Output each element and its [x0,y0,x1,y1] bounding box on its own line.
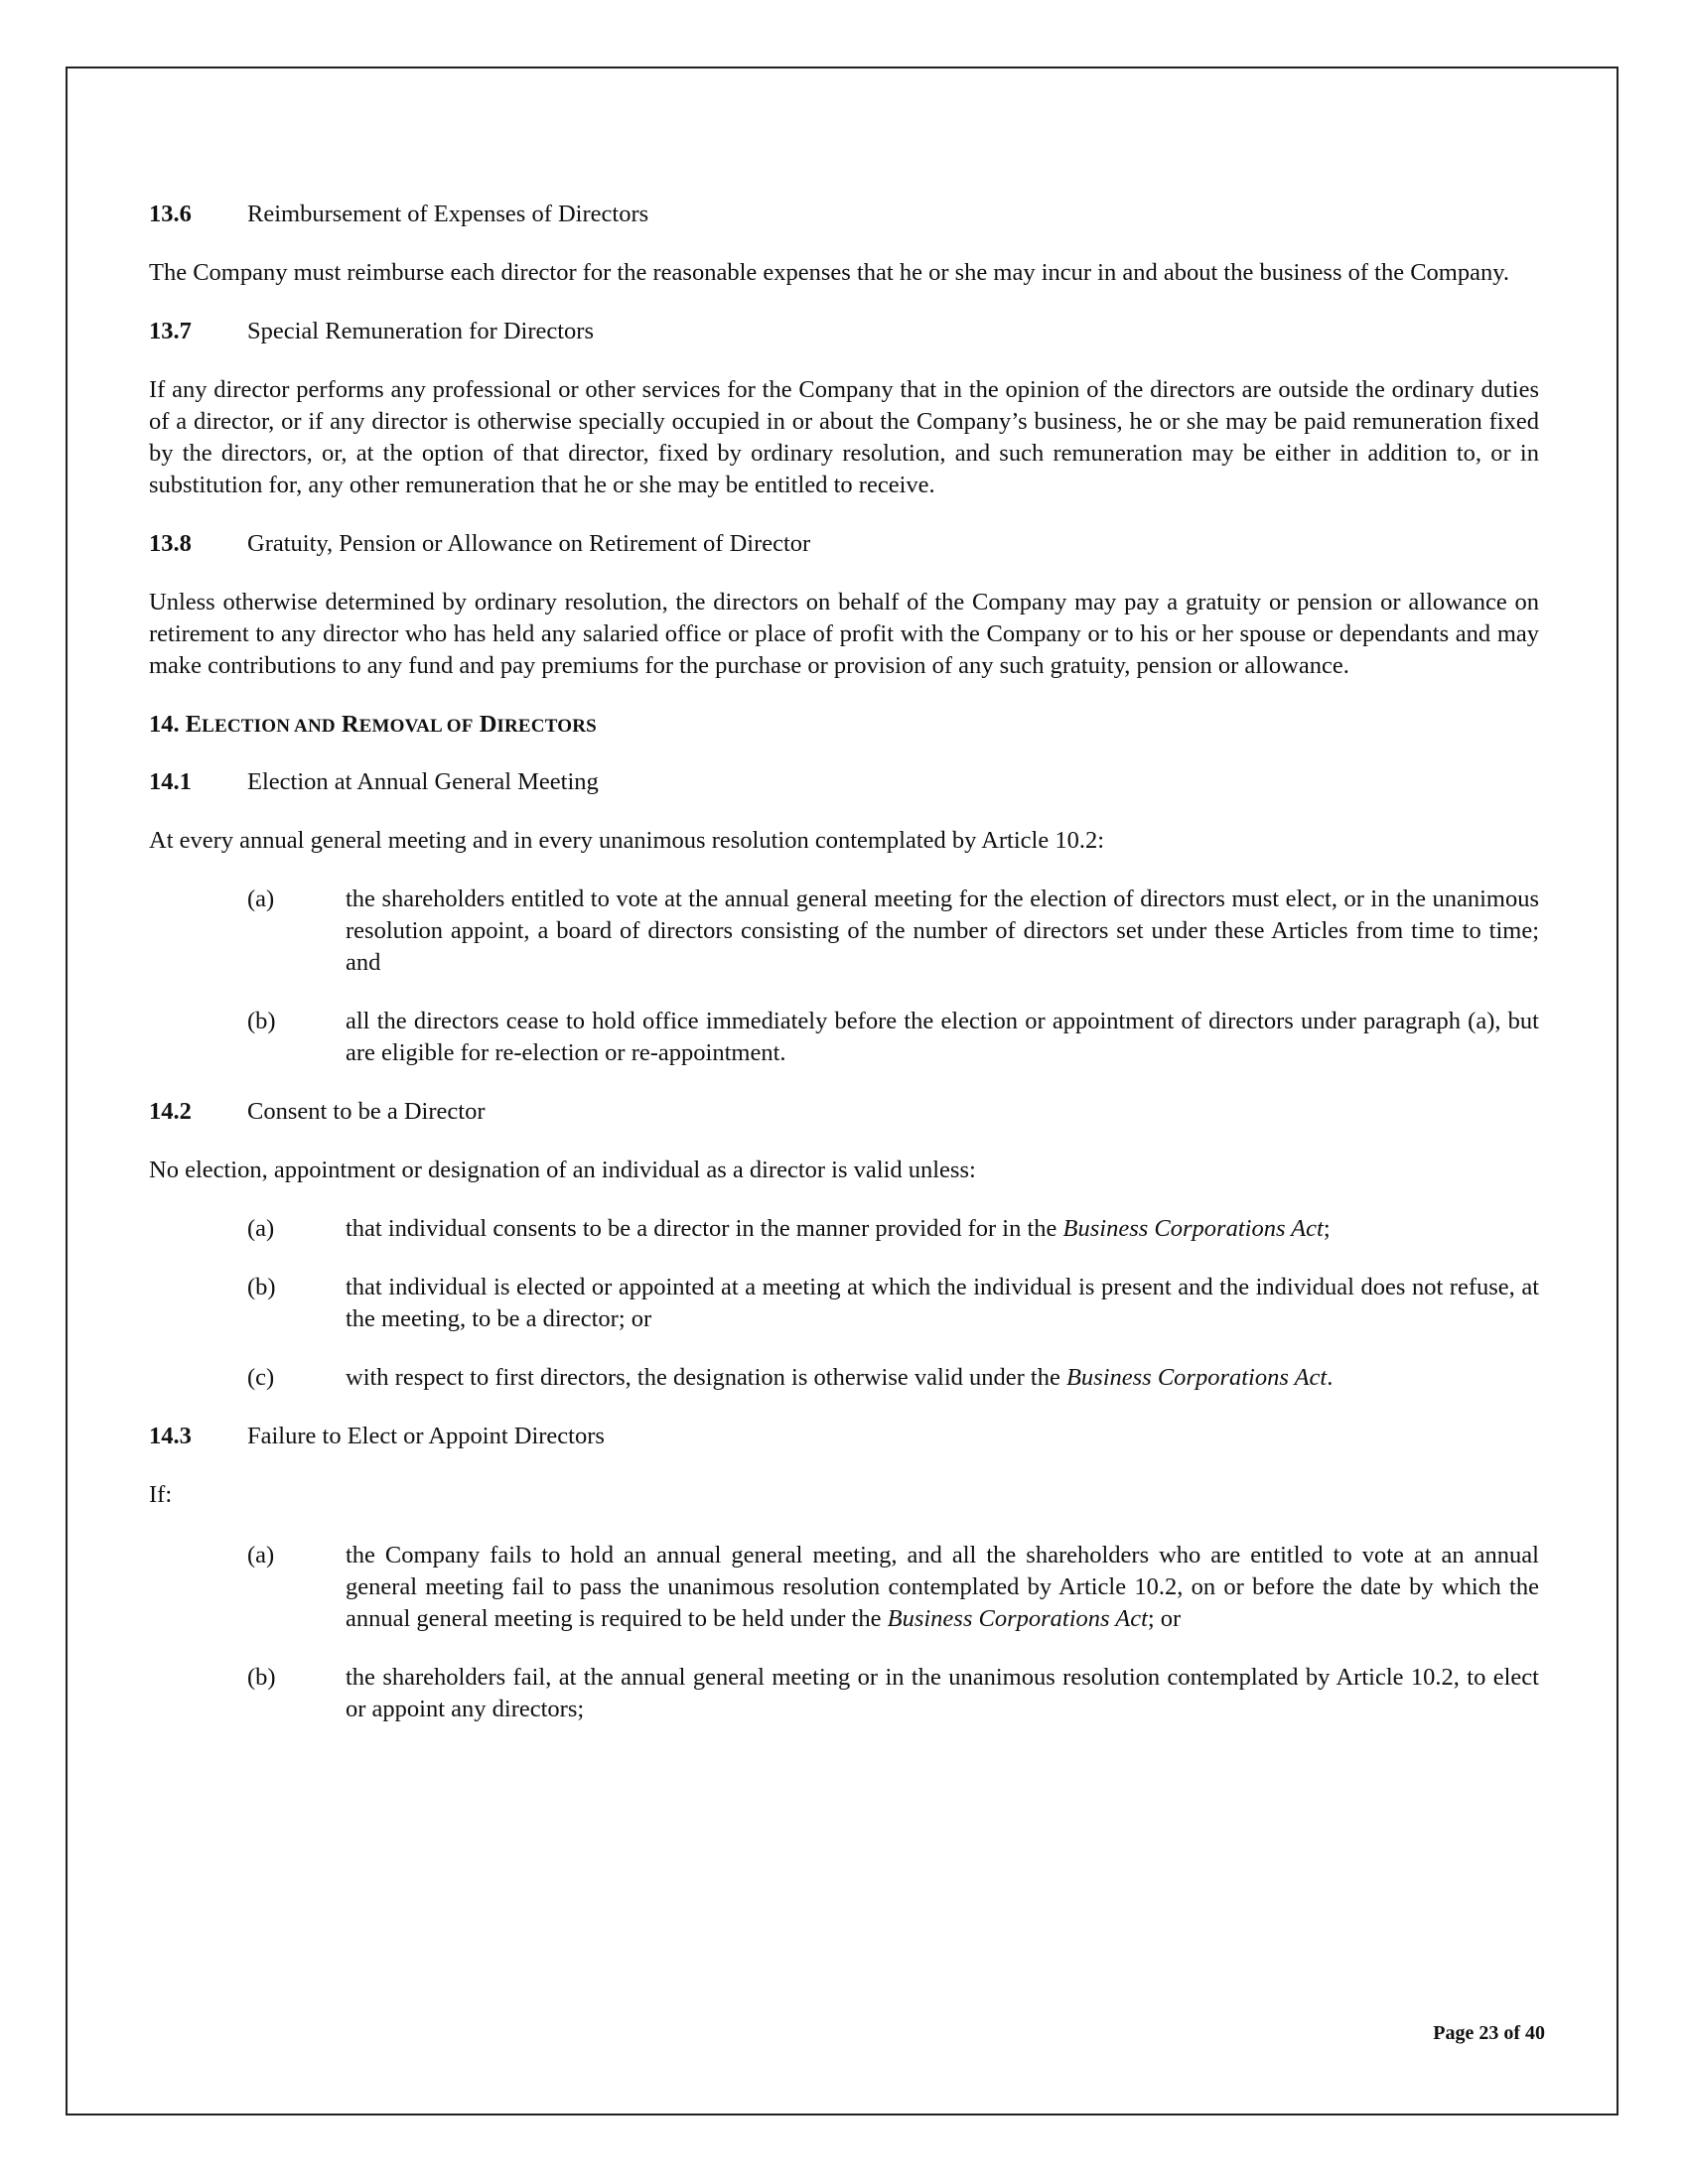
list-item [149,884,1539,979]
text-run: that individual consents to be a director in the manner provided for in the [346,1215,1063,1242]
list-item-text: all the directors cease to hold office immediately before the election or appointment of directors under paragraph (a), but are eligible for re-election or re-appointment. [346,1008,1539,1066]
section-title: Election at Annual General Meeting [247,768,599,795]
section-title: Consent to be a Director [247,1098,486,1125]
list-item [149,1540,1539,1635]
section-number: 14.1 [149,768,192,795]
list-item-text: the shareholders fail, at the annual general meeting or in the unanimous resolution contemplated by Article 10.2, to elect or appoint any directors; [346,1664,1539,1722]
section-number: 14.3 [149,1423,192,1449]
section-number: 13.7 [149,318,192,344]
heading-cap-letter: D [479,711,497,738]
section-14-2-intro: No election, appointment or designation of an individual as a director is valid unless: [149,1157,976,1183]
list-item-text [346,1213,1539,1245]
section-title: Gratuity, Pension or Allowance on Retirement of Director [247,530,811,557]
list-marker: (b) [247,1664,276,1691]
act-title: Business Corporations Act [1062,1215,1324,1242]
list-marker: (a) [247,886,275,912]
section-13-7-heading [149,316,1539,347]
act-title: Business Corporations Act [1065,1364,1328,1391]
list-item-text [346,1540,1539,1635]
section-14-1-intro: At every annual general meeting and in every unanimous resolution contemplated by Article 10.2: [149,827,1105,854]
section-14-3-intro: If: [149,1481,173,1508]
section-14-3-heading [149,1421,1539,1452]
document-body [149,199,1539,1752]
page-word: Page [1433,2022,1475,2044]
list-marker: (a) [247,1542,275,1569]
text-run: ; or [1147,1605,1182,1632]
page-footer [1433,2021,1545,2045]
list-item [149,1213,1539,1245]
section-14-2-heading [149,1096,1539,1128]
section-14-heading [149,709,1539,743]
section-number: 13.6 [149,201,192,227]
page-total: 40 [1525,2022,1545,2044]
section-13-6-body: The Company must reimburse each director for the reasonable expenses that he or she may incur in and about the business of the Company. [149,259,1510,286]
section-number: 14. [149,711,180,738]
list-item [149,1272,1539,1335]
text-run: . [1327,1364,1334,1391]
section-13-8-body: Unless otherwise determined by ordinary resolution, the directors on behalf of the Company may pay a gratuity or pension or allowance on retirement to any director who has held any salaried office or place of profit with the Company or to his or her spouse or dependants and may make contributions to any fund and pay premiums for the purchase or provision of any such gratuity, pension or allowance. [149,589,1539,679]
section-13-6-heading [149,199,1539,230]
text-run: ; [1323,1215,1331,1242]
list-item [149,1662,1539,1725]
page-number: 23 [1478,2022,1499,2044]
list-item-text: the shareholders entitled to vote at the annual general meeting for the election of directors must elect, or in the unanimous resolution appoint, a board of directors consisting of the number of directors set under these Articles from time to time; and [346,886,1539,976]
list-marker: (a) [247,1215,275,1242]
section-14-1-heading [149,766,1539,798]
list-marker: (b) [247,1008,276,1034]
list-item [149,1006,1539,1069]
section-title: Reimbursement of Expenses of Directors [247,201,649,227]
act-title: Business Corporations Act [887,1605,1148,1632]
list-marker: (c) [247,1364,275,1391]
section-13-8-heading [149,528,1539,560]
of-word: of [1503,2022,1520,2044]
text-run: with respect to first directors, the designation is otherwise valid under the [346,1364,1066,1391]
text-run: the Company fails to hold an annual general meeting, and all the shareholders who are entitled to vote at an annual general meeting fail to pass the unanimous resolution contemplated by Article 10.2, on or before the date by which the annual general meeting is required to be held under the [346,1542,1539,1632]
list-item [149,1362,1539,1394]
list-item-text [346,1362,1539,1394]
list-item-text: that individual is elected or appointed at a meeting at which the individual is present and the individual does not refuse, at the meeting, to be a director; or [346,1274,1539,1332]
section-number: 14.2 [149,1098,192,1125]
heading-cap-letter: R [341,711,359,738]
section-number: 13.8 [149,530,192,557]
section-title: Failure to Elect or Appoint Directors [247,1423,605,1449]
list-marker: (b) [247,1274,276,1300]
heading-cap-letter: E [185,711,203,738]
heading-smallcaps: LECTION AND [202,716,336,737]
section-title: Special Remuneration for Directors [247,318,595,344]
heading-smallcaps: EMOVAL OF [358,716,474,737]
section-13-7-body: If any director performs any professional or other services for the Company that in the opinion of the directors are outside the ordinary duties of a director, or if any director is otherwise specially occupied in or about the Company’s business, he or she may be paid remuneration fixed by the directors, or, at the option of that director, fixed by ordinary resolution, and such remuneration may be either in addition to, or in substitution for, any other remuneration that he or she may be entitled to receive. [149,376,1539,498]
heading-smallcaps: IRECTORS [496,716,597,737]
